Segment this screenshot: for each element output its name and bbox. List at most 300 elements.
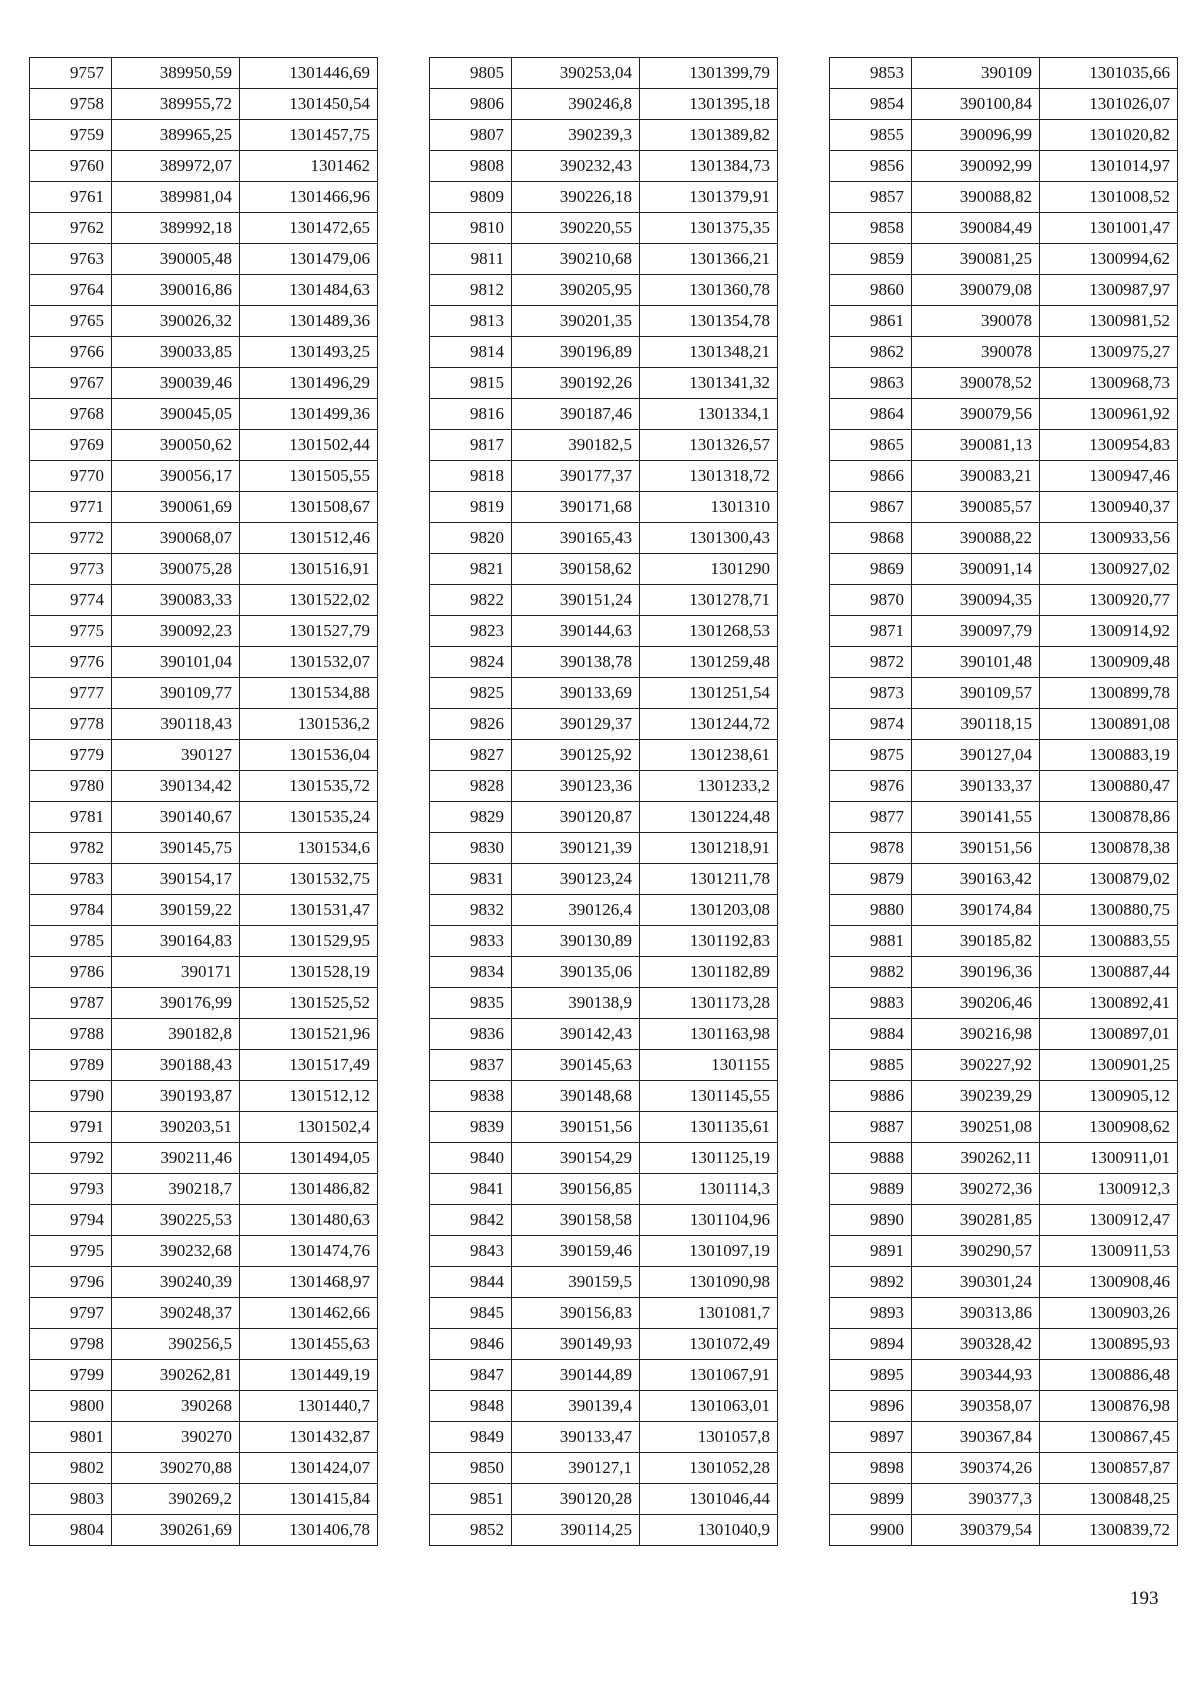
table-row xyxy=(830,957,1178,988)
table-row xyxy=(430,1422,778,1453)
x-coordinate-cell: 390133,37 xyxy=(912,771,1040,802)
table-body xyxy=(30,58,378,1546)
table-row xyxy=(830,89,1178,120)
table-row xyxy=(30,1236,378,1267)
x-coordinate-cell: 390050,62 xyxy=(112,430,240,461)
x-coordinate-cell: 390005,48 xyxy=(112,244,240,275)
point-number-cell: 9769 xyxy=(30,430,112,461)
point-number-cell: 9788 xyxy=(30,1019,112,1050)
table-row xyxy=(430,244,778,275)
table-row xyxy=(830,120,1178,151)
x-coordinate-cell: 390379,54 xyxy=(912,1515,1040,1546)
table-row xyxy=(830,833,1178,864)
y-coordinate-cell: 1300878,86 xyxy=(1040,802,1178,833)
y-coordinate-cell: 1300908,46 xyxy=(1040,1267,1178,1298)
x-coordinate-cell: 390144,89 xyxy=(512,1360,640,1391)
table-row xyxy=(830,461,1178,492)
y-coordinate-cell: 1300878,38 xyxy=(1040,833,1178,864)
point-number-cell: 9889 xyxy=(830,1174,912,1205)
table-body xyxy=(830,58,1178,1546)
point-number-cell: 9876 xyxy=(830,771,912,802)
y-coordinate-cell: 1300905,12 xyxy=(1040,1081,1178,1112)
y-coordinate-cell: 1301415,84 xyxy=(240,1484,378,1515)
x-coordinate-cell: 390120,28 xyxy=(512,1484,640,1515)
y-coordinate-cell: 1300883,19 xyxy=(1040,740,1178,771)
point-number-cell: 9768 xyxy=(30,399,112,430)
point-number-cell: 9860 xyxy=(830,275,912,306)
x-coordinate-cell: 390127,1 xyxy=(512,1453,640,1484)
point-number-cell: 9786 xyxy=(30,957,112,988)
x-coordinate-cell: 390092,23 xyxy=(112,616,240,647)
point-number-cell: 9822 xyxy=(430,585,512,616)
y-coordinate-cell: 1301354,78 xyxy=(640,306,778,337)
table-row xyxy=(30,1329,378,1360)
y-coordinate-cell: 1300886,48 xyxy=(1040,1360,1178,1391)
table-row xyxy=(430,585,778,616)
y-coordinate-cell: 1300912,47 xyxy=(1040,1205,1178,1236)
y-coordinate-cell: 1301484,63 xyxy=(240,275,378,306)
x-coordinate-cell: 390101,48 xyxy=(912,647,1040,678)
x-coordinate-cell: 390120,87 xyxy=(512,802,640,833)
table-row xyxy=(830,1515,1178,1546)
point-number-cell: 9842 xyxy=(430,1205,512,1236)
y-coordinate-cell: 1300994,62 xyxy=(1040,244,1178,275)
point-number-cell: 9818 xyxy=(430,461,512,492)
x-coordinate-cell: 390133,69 xyxy=(512,678,640,709)
y-coordinate-cell: 1300987,97 xyxy=(1040,275,1178,306)
table-row xyxy=(430,864,778,895)
y-coordinate-cell: 1300961,92 xyxy=(1040,399,1178,430)
y-coordinate-cell: 1300839,72 xyxy=(1040,1515,1178,1546)
point-number-cell: 9833 xyxy=(430,926,512,957)
y-coordinate-cell: 1301057,8 xyxy=(640,1422,778,1453)
y-coordinate-cell: 1300899,78 xyxy=(1040,678,1178,709)
table-row xyxy=(30,554,378,585)
point-number-cell: 9784 xyxy=(30,895,112,926)
x-coordinate-cell: 390145,75 xyxy=(112,833,240,864)
point-number-cell: 9850 xyxy=(430,1453,512,1484)
point-number-cell: 9782 xyxy=(30,833,112,864)
point-number-cell: 9864 xyxy=(830,399,912,430)
point-number-cell: 9851 xyxy=(430,1484,512,1515)
y-coordinate-cell: 1301494,05 xyxy=(240,1143,378,1174)
point-number-cell: 9779 xyxy=(30,740,112,771)
table-row xyxy=(30,709,378,740)
table-row xyxy=(830,678,1178,709)
point-number-cell: 9803 xyxy=(30,1484,112,1515)
x-coordinate-cell: 390138,9 xyxy=(512,988,640,1019)
point-number-cell: 9866 xyxy=(830,461,912,492)
point-number-cell: 9793 xyxy=(30,1174,112,1205)
table-row xyxy=(430,616,778,647)
table-row xyxy=(830,1112,1178,1143)
y-coordinate-cell: 1300911,53 xyxy=(1040,1236,1178,1267)
table-row xyxy=(430,492,778,523)
table-row xyxy=(30,244,378,275)
table-row xyxy=(430,1143,778,1174)
point-number-cell: 9895 xyxy=(830,1360,912,1391)
table-row xyxy=(830,864,1178,895)
x-coordinate-cell: 390239,3 xyxy=(512,120,640,151)
table-row xyxy=(30,337,378,368)
x-coordinate-cell: 390125,92 xyxy=(512,740,640,771)
table-row xyxy=(430,399,778,430)
point-number-cell: 9840 xyxy=(430,1143,512,1174)
table-row xyxy=(30,399,378,430)
x-coordinate-cell: 390127,04 xyxy=(912,740,1040,771)
x-coordinate-cell: 390121,39 xyxy=(512,833,640,864)
x-coordinate-cell: 390218,7 xyxy=(112,1174,240,1205)
table-row xyxy=(30,771,378,802)
point-number-cell: 9781 xyxy=(30,802,112,833)
table-row xyxy=(430,833,778,864)
table-row xyxy=(430,1391,778,1422)
x-coordinate-cell: 389965,25 xyxy=(112,120,240,151)
table-row xyxy=(430,1329,778,1360)
point-number-cell: 9838 xyxy=(430,1081,512,1112)
y-coordinate-cell: 1301468,97 xyxy=(240,1267,378,1298)
y-coordinate-cell: 1301406,78 xyxy=(240,1515,378,1546)
y-coordinate-cell: 1300914,92 xyxy=(1040,616,1178,647)
table-row xyxy=(430,802,778,833)
table-row xyxy=(430,1174,778,1205)
point-number-cell: 9859 xyxy=(830,244,912,275)
point-number-cell: 9776 xyxy=(30,647,112,678)
x-coordinate-cell: 390256,5 xyxy=(112,1329,240,1360)
point-number-cell: 9835 xyxy=(430,988,512,1019)
point-number-cell: 9760 xyxy=(30,151,112,182)
table-row xyxy=(430,306,778,337)
point-number-cell: 9824 xyxy=(430,647,512,678)
point-number-cell: 9801 xyxy=(30,1422,112,1453)
x-coordinate-cell: 390140,67 xyxy=(112,802,240,833)
y-coordinate-cell: 1301251,54 xyxy=(640,678,778,709)
y-coordinate-cell: 1301072,49 xyxy=(640,1329,778,1360)
point-number-cell: 9814 xyxy=(430,337,512,368)
table-row xyxy=(830,306,1178,337)
table-row xyxy=(830,802,1178,833)
table-row xyxy=(30,1360,378,1391)
y-coordinate-cell: 1301326,57 xyxy=(640,430,778,461)
point-number-cell: 9891 xyxy=(830,1236,912,1267)
y-coordinate-cell: 1301395,18 xyxy=(640,89,778,120)
table-row xyxy=(30,616,378,647)
point-number-cell: 9856 xyxy=(830,151,912,182)
y-coordinate-cell: 1300909,48 xyxy=(1040,647,1178,678)
x-coordinate-cell: 390313,86 xyxy=(912,1298,1040,1329)
y-coordinate-cell: 1301528,19 xyxy=(240,957,378,988)
y-coordinate-cell: 1301384,73 xyxy=(640,151,778,182)
point-number-cell: 9794 xyxy=(30,1205,112,1236)
y-coordinate-cell: 1300947,46 xyxy=(1040,461,1178,492)
y-coordinate-cell: 1300981,52 xyxy=(1040,306,1178,337)
point-number-cell: 9868 xyxy=(830,523,912,554)
point-number-cell: 9846 xyxy=(430,1329,512,1360)
x-coordinate-cell: 390127 xyxy=(112,740,240,771)
point-number-cell: 9817 xyxy=(430,430,512,461)
table-row xyxy=(430,1453,778,1484)
y-coordinate-cell: 1300876,98 xyxy=(1040,1391,1178,1422)
y-coordinate-cell: 1301516,91 xyxy=(240,554,378,585)
x-coordinate-cell: 390253,04 xyxy=(512,58,640,89)
point-number-cell: 9832 xyxy=(430,895,512,926)
table-row xyxy=(30,647,378,678)
table-row xyxy=(830,1143,1178,1174)
x-coordinate-cell: 390246,8 xyxy=(512,89,640,120)
x-coordinate-cell: 390206,46 xyxy=(912,988,1040,1019)
y-coordinate-cell: 1301348,21 xyxy=(640,337,778,368)
table-row xyxy=(430,275,778,306)
table-row xyxy=(430,1019,778,1050)
y-coordinate-cell: 1301529,95 xyxy=(240,926,378,957)
point-number-cell: 9774 xyxy=(30,585,112,616)
x-coordinate-cell: 390225,53 xyxy=(112,1205,240,1236)
y-coordinate-cell: 1301278,71 xyxy=(640,585,778,616)
table-row xyxy=(830,523,1178,554)
point-number-cell: 9881 xyxy=(830,926,912,957)
point-number-cell: 9874 xyxy=(830,709,912,740)
y-coordinate-cell: 1301090,98 xyxy=(640,1267,778,1298)
point-number-cell: 9783 xyxy=(30,864,112,895)
table-row xyxy=(830,895,1178,926)
y-coordinate-cell: 1301508,67 xyxy=(240,492,378,523)
x-coordinate-cell: 390138,78 xyxy=(512,647,640,678)
x-coordinate-cell: 390374,26 xyxy=(912,1453,1040,1484)
point-number-cell: 9857 xyxy=(830,182,912,213)
point-number-cell: 9885 xyxy=(830,1050,912,1081)
y-coordinate-cell: 1301536,04 xyxy=(240,740,378,771)
point-number-cell: 9828 xyxy=(430,771,512,802)
point-number-cell: 9772 xyxy=(30,523,112,554)
table-row xyxy=(430,926,778,957)
point-number-cell: 9797 xyxy=(30,1298,112,1329)
point-number-cell: 9888 xyxy=(830,1143,912,1174)
x-coordinate-cell: 390270 xyxy=(112,1422,240,1453)
table-row xyxy=(30,1298,378,1329)
table-row xyxy=(830,1267,1178,1298)
x-coordinate-cell: 390196,36 xyxy=(912,957,1040,988)
x-coordinate-cell: 390130,89 xyxy=(512,926,640,957)
table-row xyxy=(830,151,1178,182)
table-row xyxy=(30,678,378,709)
table-row xyxy=(430,430,778,461)
point-number-cell: 9894 xyxy=(830,1329,912,1360)
x-coordinate-cell: 390301,24 xyxy=(912,1267,1040,1298)
point-number-cell: 9834 xyxy=(430,957,512,988)
y-coordinate-cell: 1301399,79 xyxy=(640,58,778,89)
x-coordinate-cell: 390154,17 xyxy=(112,864,240,895)
x-coordinate-cell: 390177,37 xyxy=(512,461,640,492)
table-row xyxy=(30,895,378,926)
y-coordinate-cell: 1301522,02 xyxy=(240,585,378,616)
point-number-cell: 9829 xyxy=(430,802,512,833)
point-number-cell: 9880 xyxy=(830,895,912,926)
point-number-cell: 9827 xyxy=(430,740,512,771)
y-coordinate-cell: 1301480,63 xyxy=(240,1205,378,1236)
x-coordinate-cell: 390261,69 xyxy=(112,1515,240,1546)
y-coordinate-cell: 1300927,02 xyxy=(1040,554,1178,585)
point-number-cell: 9845 xyxy=(430,1298,512,1329)
point-number-cell: 9826 xyxy=(430,709,512,740)
point-number-cell: 9865 xyxy=(830,430,912,461)
point-number-cell: 9792 xyxy=(30,1143,112,1174)
y-coordinate-cell: 1301455,63 xyxy=(240,1329,378,1360)
table-row xyxy=(430,213,778,244)
table-row xyxy=(30,1484,378,1515)
y-coordinate-cell: 1301125,19 xyxy=(640,1143,778,1174)
point-number-cell: 9785 xyxy=(30,926,112,957)
table-row xyxy=(830,988,1178,1019)
x-coordinate-cell: 390156,83 xyxy=(512,1298,640,1329)
y-coordinate-cell: 1301040,9 xyxy=(640,1515,778,1546)
y-coordinate-cell: 1301135,61 xyxy=(640,1112,778,1143)
point-number-cell: 9844 xyxy=(430,1267,512,1298)
y-coordinate-cell: 1301008,52 xyxy=(1040,182,1178,213)
table-row xyxy=(30,1453,378,1484)
y-coordinate-cell: 1300895,93 xyxy=(1040,1329,1178,1360)
y-coordinate-cell: 1301026,07 xyxy=(1040,89,1178,120)
y-coordinate-cell: 1301440,7 xyxy=(240,1391,378,1422)
table-row xyxy=(830,182,1178,213)
table-row xyxy=(430,1298,778,1329)
table-row xyxy=(30,1050,378,1081)
table-row xyxy=(30,430,378,461)
x-coordinate-cell: 390085,57 xyxy=(912,492,1040,523)
table-row xyxy=(30,957,378,988)
point-number-cell: 9790 xyxy=(30,1081,112,1112)
point-number-cell: 9778 xyxy=(30,709,112,740)
table-row xyxy=(830,740,1178,771)
x-coordinate-cell: 390151,56 xyxy=(512,1112,640,1143)
table-row xyxy=(830,709,1178,740)
table-row xyxy=(830,1236,1178,1267)
point-number-cell: 9841 xyxy=(430,1174,512,1205)
x-coordinate-cell: 390078 xyxy=(912,306,1040,337)
x-coordinate-cell: 390109,77 xyxy=(112,678,240,709)
table-row xyxy=(830,1081,1178,1112)
y-coordinate-cell: 1300892,41 xyxy=(1040,988,1178,1019)
point-number-cell: 9796 xyxy=(30,1267,112,1298)
x-coordinate-cell: 390123,24 xyxy=(512,864,640,895)
y-coordinate-cell: 1301341,32 xyxy=(640,368,778,399)
point-number-cell: 9879 xyxy=(830,864,912,895)
x-coordinate-cell: 390328,42 xyxy=(912,1329,1040,1360)
x-coordinate-cell: 389955,72 xyxy=(112,89,240,120)
y-coordinate-cell: 1301218,91 xyxy=(640,833,778,864)
x-coordinate-cell: 390220,55 xyxy=(512,213,640,244)
x-coordinate-cell: 390262,11 xyxy=(912,1143,1040,1174)
y-coordinate-cell: 1301389,82 xyxy=(640,120,778,151)
point-number-cell: 9897 xyxy=(830,1422,912,1453)
x-coordinate-cell: 390091,14 xyxy=(912,554,1040,585)
x-coordinate-cell: 390159,5 xyxy=(512,1267,640,1298)
table-row xyxy=(430,1236,778,1267)
point-number-cell: 9791 xyxy=(30,1112,112,1143)
y-coordinate-cell: 1301290 xyxy=(640,554,778,585)
table-row xyxy=(430,182,778,213)
x-coordinate-cell: 390164,83 xyxy=(112,926,240,957)
table-row xyxy=(430,58,778,89)
point-number-cell: 9810 xyxy=(430,213,512,244)
point-number-cell: 9847 xyxy=(430,1360,512,1391)
x-coordinate-cell: 390158,58 xyxy=(512,1205,640,1236)
table-row xyxy=(430,151,778,182)
x-coordinate-cell: 390344,93 xyxy=(912,1360,1040,1391)
page-number: 193 xyxy=(1130,1588,1159,1609)
x-coordinate-cell: 390126,4 xyxy=(512,895,640,926)
table-row xyxy=(30,1081,378,1112)
table-row xyxy=(430,678,778,709)
y-coordinate-cell: 1301462,66 xyxy=(240,1298,378,1329)
point-number-cell: 9875 xyxy=(830,740,912,771)
y-coordinate-cell: 1300857,87 xyxy=(1040,1453,1178,1484)
y-coordinate-cell: 1300879,02 xyxy=(1040,864,1178,895)
y-coordinate-cell: 1301318,72 xyxy=(640,461,778,492)
x-coordinate-cell: 390196,89 xyxy=(512,337,640,368)
x-coordinate-cell: 390096,99 xyxy=(912,120,1040,151)
x-coordinate-cell: 390026,32 xyxy=(112,306,240,337)
x-coordinate-cell: 390171,68 xyxy=(512,492,640,523)
coordinates-table-1 xyxy=(29,57,378,1546)
x-coordinate-cell: 390092,99 xyxy=(912,151,1040,182)
x-coordinate-cell: 390109,57 xyxy=(912,678,1040,709)
x-coordinate-cell: 390192,26 xyxy=(512,368,640,399)
table-row xyxy=(30,988,378,1019)
table-row xyxy=(30,926,378,957)
table-row xyxy=(830,1360,1178,1391)
y-coordinate-cell: 1301035,66 xyxy=(1040,58,1178,89)
y-coordinate-cell: 1301097,19 xyxy=(640,1236,778,1267)
point-number-cell: 9896 xyxy=(830,1391,912,1422)
table-row xyxy=(830,430,1178,461)
table-row xyxy=(30,182,378,213)
y-coordinate-cell: 1301535,72 xyxy=(240,771,378,802)
x-coordinate-cell: 390377,3 xyxy=(912,1484,1040,1515)
y-coordinate-cell: 1300903,26 xyxy=(1040,1298,1178,1329)
x-coordinate-cell: 390134,42 xyxy=(112,771,240,802)
y-coordinate-cell: 1300848,25 xyxy=(1040,1484,1178,1515)
x-coordinate-cell: 390079,08 xyxy=(912,275,1040,306)
table-row xyxy=(430,740,778,771)
x-coordinate-cell: 390156,85 xyxy=(512,1174,640,1205)
point-number-cell: 9762 xyxy=(30,213,112,244)
y-coordinate-cell: 1301462 xyxy=(240,151,378,182)
table-row xyxy=(430,554,778,585)
y-coordinate-cell: 1300954,83 xyxy=(1040,430,1178,461)
table-row xyxy=(30,1515,378,1546)
x-coordinate-cell: 390118,43 xyxy=(112,709,240,740)
y-coordinate-cell: 1300883,55 xyxy=(1040,926,1178,957)
y-coordinate-cell: 1300940,37 xyxy=(1040,492,1178,523)
y-coordinate-cell: 1301163,98 xyxy=(640,1019,778,1050)
y-coordinate-cell: 1300908,62 xyxy=(1040,1112,1178,1143)
table-row xyxy=(830,1205,1178,1236)
x-coordinate-cell: 390129,37 xyxy=(512,709,640,740)
y-coordinate-cell: 1301310 xyxy=(640,492,778,523)
point-number-cell: 9883 xyxy=(830,988,912,1019)
point-number-cell: 9767 xyxy=(30,368,112,399)
x-coordinate-cell: 390251,08 xyxy=(912,1112,1040,1143)
y-coordinate-cell: 1301536,2 xyxy=(240,709,378,740)
x-coordinate-cell: 390210,68 xyxy=(512,244,640,275)
x-coordinate-cell: 389972,07 xyxy=(112,151,240,182)
table-row xyxy=(830,926,1178,957)
point-number-cell: 9843 xyxy=(430,1236,512,1267)
table-row xyxy=(430,368,778,399)
point-number-cell: 9870 xyxy=(830,585,912,616)
coordinates-table-2 xyxy=(429,57,778,1546)
point-number-cell: 9898 xyxy=(830,1453,912,1484)
